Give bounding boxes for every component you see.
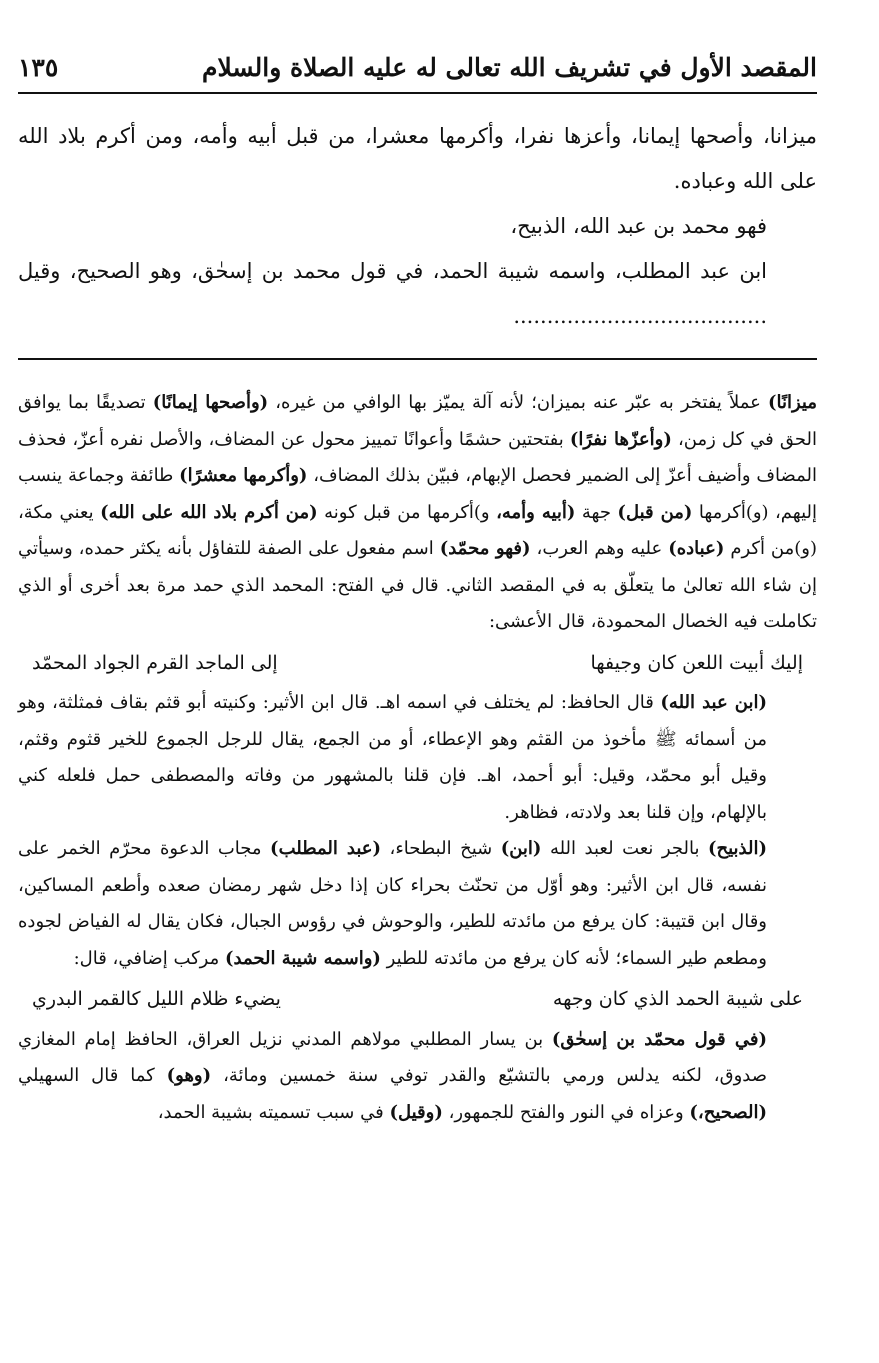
bold-lemma: (واسمه شيبة الحمد)	[224, 947, 381, 969]
commentary-text: مجاب الدعوة محرّم الخمر على نفسه، قال ابن الأثير: وهو أوّل من تحنّث بحراء كان إذا دخل شهر رمضان صعده وأطعم المساكين، وقال ابن قتيبة: كان يرفع من مائدته للطير، والوحوش في رؤوس الجبال، فكان يقال له الفياض لجوده ومطعم طير السماء؛ لأنه كان يرفع من مائدته للطير	[18, 838, 767, 969]
commentary-text: في سبب تسميته بشيبة الحمد،	[157, 1101, 390, 1123]
commentary-divider	[18, 358, 817, 360]
commentary-text: بن يسار المطلبي مولاهم المدني نزيل العراق، الحافظ إمام المغازي صدوق، لكنه يدلس ورمي بالتشيّع والقدر توفي سنة خمسين ومائة،	[18, 1028, 767, 1086]
bold-lemma: (وأعزّها نفرًا)	[569, 428, 672, 450]
commentary-text: مركب إضافي، قال:	[73, 947, 225, 969]
bold-lemma: (الذبيح)	[707, 838, 767, 859]
page-number: ١٣٥	[18, 52, 59, 82]
commentary-text: عملاً يفتخر به عبّر عنه بميزان؛ لأنه آلة يميّز بها الوافي من غيره،	[268, 392, 768, 413]
commentary-text: يعني مكة، (و)من أكرم	[18, 501, 818, 559]
bold-lemma: (وأكرمها معشرًا)	[179, 465, 308, 486]
commentary-text: جهة	[575, 501, 618, 523]
commentary-paragraph-1	[18, 385, 817, 641]
bold-lemma: (وقيل)	[389, 1101, 443, 1123]
matn-paragraph-3-text: ابن عبد المطلب، واسمه شيبة الحمد، في قول محمد بن إسحٰق، وهو الصحيح، وقيل	[18, 259, 767, 283]
commentary-text: قال الحافظ: لم يختلف في اسمه اهـ. قال ابن الأثير: وكنيته أبو قثم بقاف فمثلثة، وهو من أسمائه ﷺ مأخوذ من القثم وهو الإعطاء، أو من الجمع، يقال للرجل الجموع للخير قثوم وقثم، وقيل أبو محمّد، وقيل: أبو أحمد، اهـ. فإن قلنا بالمشهور من وفاته والمصطفى حمل فلعله كني بالإلهام، وإن قلنا بعد ولادته، فظاهر.	[18, 692, 767, 823]
commentary-text: بفتحتين حشمًا وأعوانًا تمييز محول عن المضاف، والأصل نفره أعزّ، فحذف المضاف وأضيف أعزّ إلى الضمير فحصل الإبهام، فبيّن بذلك المضاف،	[18, 428, 818, 486]
bold-lemma: (وهو)	[166, 1065, 212, 1086]
bold-lemma: (ابن عبد الله)	[660, 692, 768, 713]
bold-lemma: (من أكرم بلاد الله على الله)	[100, 501, 318, 523]
commentary-paragraph-2	[18, 685, 817, 831]
matn-ellipsis: ......................................	[513, 304, 767, 328]
commentary-text: و)أكرمها من قبل كونه	[317, 501, 497, 523]
page-header	[18, 44, 817, 90]
commentary-text: عليه وهم العرب،	[530, 538, 669, 559]
matn-paragraph-3	[18, 249, 817, 339]
commentary-text: شيخ البطحاء،	[381, 838, 501, 859]
commentary-text: وعزاه في النور والفتح للجمهور،	[442, 1101, 690, 1123]
bold-lemma: (ابن)	[500, 838, 542, 859]
bold-lemma: (في قول محمّد بن إسحٰق)	[551, 1028, 768, 1050]
commentary-paragraph-4	[18, 1022, 817, 1132]
commentary-text: كما قال السهيلي	[18, 1065, 167, 1086]
poetry-verse-1	[18, 641, 817, 686]
bold-lemma: ميزانًا)	[767, 392, 817, 413]
verse-1-second-hemistich: إلى الماجد القرم الجواد المحمّد	[32, 651, 278, 674]
bold-lemma: (عبد المطلب)	[270, 838, 382, 859]
bold-lemma: (أبيه وأمه،	[496, 501, 576, 523]
header-divider	[18, 92, 817, 94]
poetry-verse-2	[18, 977, 817, 1022]
matn-paragraph-2: فهو محمد بن عبد الله، الذبيح،	[510, 214, 767, 238]
commentary	[18, 385, 817, 1131]
main-text	[18, 114, 817, 339]
verse-1-first-hemistich: إليك أبيت اللعن كان وجيفها	[590, 651, 803, 674]
commentary-paragraph-3	[18, 831, 817, 977]
running-title: المقصد الأول في تشريف الله تعالى له عليه الصلاة والسلام	[201, 52, 817, 82]
bold-lemma: (فهو محمّد)	[439, 538, 531, 559]
commentary-text: اسم مفعول على الصفة للتفاؤل بأنه يكثر حمده، وسيأتي إن شاء الله تعالىٰ ما يتعلّق به في المقصد الثاني. قال في الفتح: المحمد الذي حمد مرة بعد أخرى أو الذي تكاملت فيه الخصال المحمودة، قال الأعشى:	[18, 538, 817, 632]
commentary-text: طائفة وجماعة ينسب إليهم، (و)أكرمها	[18, 465, 817, 523]
commentary-text: بالجر نعت لعبد الله	[541, 838, 708, 859]
bold-lemma: (الصحيح،)	[689, 1101, 767, 1123]
verse-2-second-hemistich: يضيء ظلام الليل كالقمر البدري	[32, 988, 281, 1010]
matn-paragraph-1: ميزانا، وأصحها إيمانا، وأعزها نفرا، وأكرمها معشرا، من قبل أبيه وأمه، ومن أكرم بلاد الله على الله وعباده.	[18, 124, 817, 193]
commentary-text: تصديقًا بما يوافق الحق في كل زمن،	[18, 392, 817, 450]
bold-lemma: (وأصحها إيمانًا)	[152, 392, 269, 413]
verse-2-first-hemistich: على شيبة الحمد الذي كان وجهه	[552, 988, 803, 1010]
bold-lemma: (عباده)	[668, 538, 725, 559]
bold-lemma: (من قبل)	[617, 501, 693, 523]
